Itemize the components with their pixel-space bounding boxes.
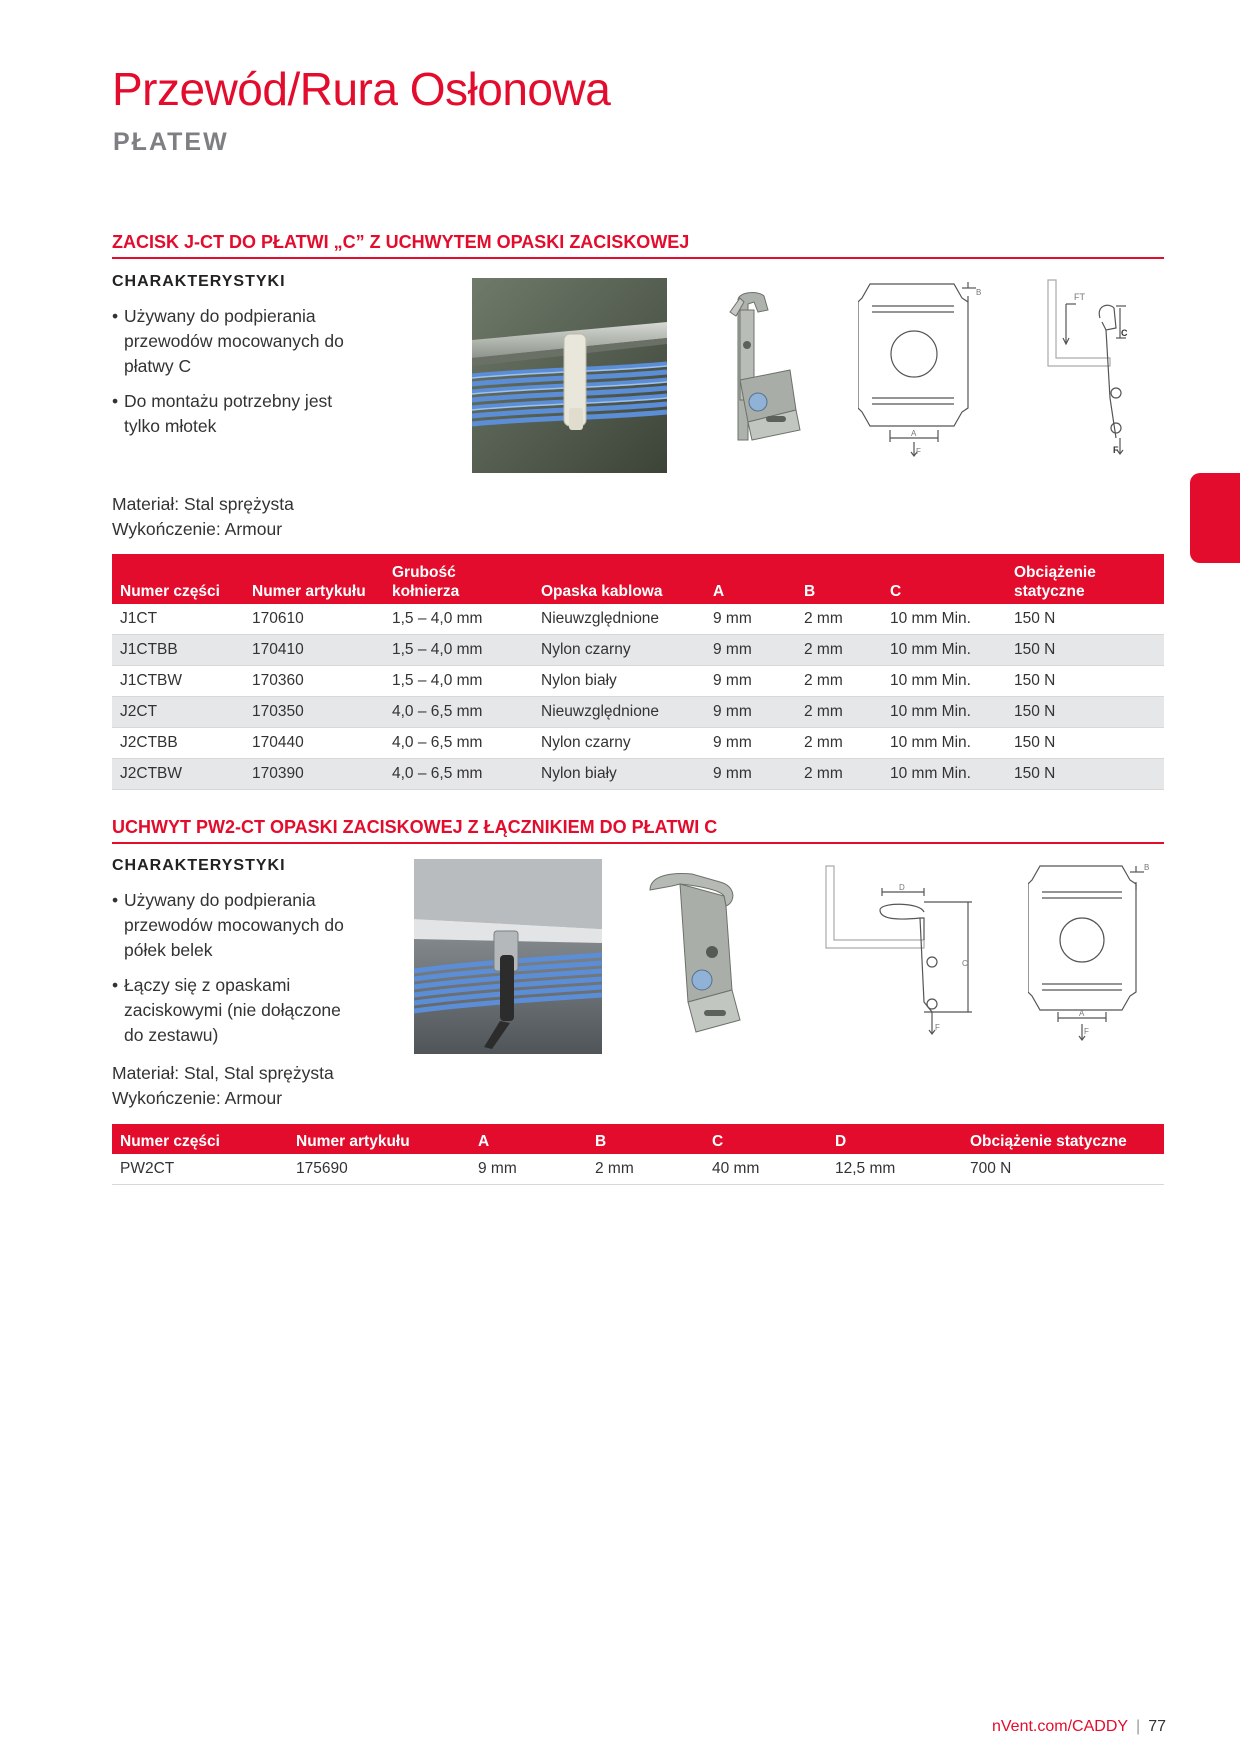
- column-header: C: [882, 554, 1006, 604]
- table-cell: 4,0 – 6,5 mm: [384, 697, 533, 728]
- table-row: [112, 697, 1164, 728]
- table-cell: 1,5 – 4,0 mm: [384, 666, 533, 697]
- technical-drawing-front-pw2: [1028, 862, 1158, 1042]
- column-header: Obciążenie statyczne: [1006, 554, 1164, 604]
- finish-text: Wykończenie: Armour: [112, 1088, 283, 1108]
- technical-drawing-side: [1040, 278, 1130, 458]
- table-cell: 150 N: [1006, 635, 1164, 666]
- feature-item: • Do montażu potrzebny jest tylko młotek: [112, 389, 352, 439]
- table-cell: 700 N: [962, 1154, 1164, 1185]
- dimension-label-b: B: [1144, 863, 1150, 872]
- material-text: Materiał: Stal sprężysta: [112, 494, 294, 514]
- table-cell: 9 mm: [705, 759, 796, 790]
- footer: nVent.com/CADDY | 77: [991, 1718, 1166, 1735]
- section2-feature-list: [112, 888, 362, 1058]
- column-header: D: [827, 1124, 962, 1154]
- table-cell: 9 mm: [705, 697, 796, 728]
- dimension-label-f: F: [1084, 1027, 1089, 1036]
- feature-item: • Używany do podpierania przewodów mocowanych do płatwy C: [112, 304, 352, 379]
- table-cell: 170410: [244, 635, 384, 666]
- section1-material: [112, 492, 294, 542]
- column-header: B: [796, 554, 882, 604]
- table-cell: 10 mm Min.: [882, 728, 1006, 759]
- page-subtitle: PŁATEW: [113, 128, 229, 156]
- table-cell: Nylon czarny: [533, 635, 705, 666]
- table-cell: 150 N: [1006, 604, 1164, 635]
- page-title: Przewód/Rura Osłonowa: [112, 63, 611, 115]
- table-cell: 9 mm: [705, 728, 796, 759]
- section1-features-heading: CHARAKTERYSTYKI: [112, 273, 286, 290]
- table-cell: 150 N: [1006, 759, 1164, 790]
- table-cell: 2 mm: [796, 635, 882, 666]
- product-image-j-clip: [700, 290, 810, 465]
- table-cell: 10 mm Min.: [882, 697, 1006, 728]
- table-cell: 150 N: [1006, 697, 1164, 728]
- table-cell: 4,0 – 6,5 mm: [384, 728, 533, 759]
- table-cell: 175690: [288, 1154, 470, 1185]
- table-cell: 10 mm Min.: [882, 635, 1006, 666]
- column-header: Numer artykułu: [288, 1124, 470, 1154]
- table-row: [112, 1154, 1164, 1185]
- material-text: Materiał: Stal, Stal sprężysta: [112, 1063, 334, 1083]
- finish-text: Wykończenie: Armour: [112, 519, 283, 539]
- table-cell: J2CTBB: [112, 728, 244, 759]
- table-cell: 40 mm: [704, 1154, 827, 1185]
- dimension-label-a: A: [1079, 1009, 1085, 1018]
- dimension-label-c: C: [962, 959, 968, 968]
- section1-spec-table: [112, 554, 1164, 790]
- column-header: B: [587, 1124, 704, 1154]
- table-cell: Nieuwzględnione: [533, 697, 705, 728]
- product-image-pw2-clip: [640, 870, 770, 1040]
- product-photo-installed-pw2: [414, 859, 602, 1054]
- table-cell: 10 mm Min.: [882, 759, 1006, 790]
- table-row: [112, 666, 1164, 697]
- table-cell: J2CT: [112, 697, 244, 728]
- technical-drawing-side-pw2: [820, 862, 980, 1042]
- table-cell: Nylon czarny: [533, 728, 705, 759]
- column-header: A: [470, 1124, 587, 1154]
- product-photo-installed: [472, 278, 667, 473]
- table-cell: 150 N: [1006, 666, 1164, 697]
- chapter-tab: [1190, 473, 1240, 563]
- table-cell: Nieuwzględnione: [533, 604, 705, 635]
- table-header-row: [112, 554, 1164, 604]
- dimension-label-ft: FT: [1074, 292, 1085, 302]
- table-cell: 170350: [244, 697, 384, 728]
- table-cell: 10 mm Min.: [882, 666, 1006, 697]
- page-number: 77: [1148, 1718, 1166, 1735]
- table-row: [112, 604, 1164, 635]
- section2-spec-table: [112, 1124, 1164, 1185]
- table-cell: 1,5 – 4,0 mm: [384, 635, 533, 666]
- dimension-label-b: B: [976, 288, 982, 297]
- column-header: Opaska kablowa: [533, 554, 705, 604]
- table-cell: J1CT: [112, 604, 244, 635]
- section2-heading: UCHWYT PW2-CT OPASKI ZACISKOWEJ Z ŁĄCZNIKIEM DO PŁATWI C: [112, 817, 1164, 844]
- table-cell: 2 mm: [587, 1154, 704, 1185]
- table-cell: 4,0 – 6,5 mm: [384, 759, 533, 790]
- table-cell: 150 N: [1006, 728, 1164, 759]
- table-cell: 1,5 – 4,0 mm: [384, 604, 533, 635]
- table-cell: J2CTBW: [112, 759, 244, 790]
- table-cell: 2 mm: [796, 697, 882, 728]
- table-cell: 2 mm: [796, 666, 882, 697]
- technical-drawing-front: [858, 278, 988, 458]
- column-header: Grubość kołnierza: [384, 554, 533, 604]
- dimension-label-c: C: [1121, 328, 1128, 338]
- feature-item: • Używany do podpierania przewodów mocowanych do półek belek: [112, 888, 362, 963]
- table-cell: 170440: [244, 728, 384, 759]
- table-cell: 2 mm: [796, 759, 882, 790]
- table-row: [112, 728, 1164, 759]
- table-cell: 9 mm: [705, 635, 796, 666]
- table-header-row: [112, 1124, 1164, 1154]
- dimension-label-f: F: [935, 1023, 940, 1032]
- section2-material: [112, 1061, 334, 1111]
- table-row: [112, 635, 1164, 666]
- column-header: Numer części: [112, 1124, 288, 1154]
- table-cell: 9 mm: [470, 1154, 587, 1185]
- dimension-label-f: F: [1113, 445, 1119, 455]
- table-cell: J1CTBW: [112, 666, 244, 697]
- dimension-label-f: F: [916, 447, 921, 456]
- column-header: Numer artykułu: [244, 554, 384, 604]
- table-cell: 9 mm: [705, 604, 796, 635]
- table-cell: 12,5 mm: [827, 1154, 962, 1185]
- table-cell: PW2CT: [112, 1154, 288, 1185]
- table-row: [112, 759, 1164, 790]
- table-cell: Nylon biały: [533, 759, 705, 790]
- column-header: Obciążenie statyczne: [962, 1124, 1164, 1154]
- table-cell: J1CTBB: [112, 635, 244, 666]
- section1-feature-list: [112, 304, 352, 449]
- table-cell: 2 mm: [796, 728, 882, 759]
- column-header: C: [704, 1124, 827, 1154]
- footer-site-link[interactable]: nVent.com/CADDY: [991, 1718, 1129, 1735]
- column-header: Numer części: [112, 554, 244, 604]
- table-cell: 170360: [244, 666, 384, 697]
- column-header: A: [705, 554, 796, 604]
- table-cell: 170390: [244, 759, 384, 790]
- table-cell: 9 mm: [705, 666, 796, 697]
- table-cell: 2 mm: [796, 604, 882, 635]
- section1-heading: ZACISK J-CT DO PŁATWI „C” Z UCHWYTEM OPASKI ZACISKOWEJ: [112, 232, 1164, 259]
- section2-features-heading: CHARAKTERYSTYKI: [112, 857, 286, 874]
- feature-item: • Łączy się z opaskami zaciskowymi (nie dołączone do zestawu): [112, 973, 362, 1048]
- dimension-label-a: A: [911, 429, 917, 438]
- table-cell: 170610: [244, 604, 384, 635]
- dimension-label-d: D: [899, 883, 905, 892]
- table-cell: Nylon biały: [533, 666, 705, 697]
- table-cell: 10 mm Min.: [882, 604, 1006, 635]
